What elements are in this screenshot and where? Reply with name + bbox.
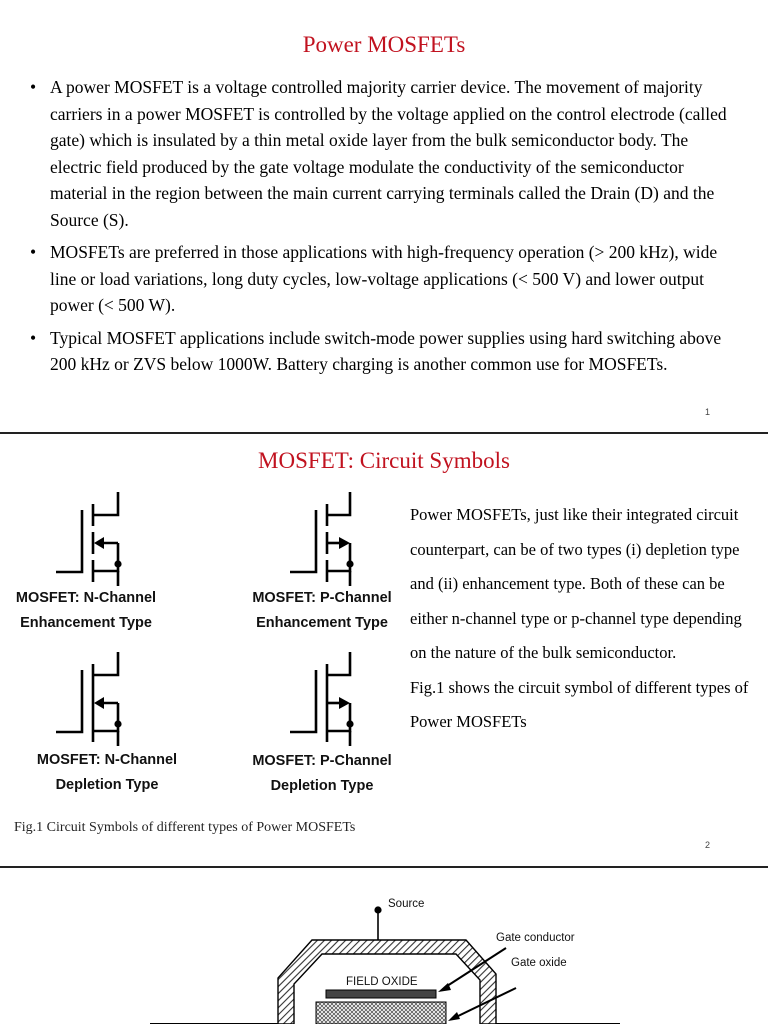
slide-3 (0, 868, 768, 1024)
page-number: 1 (704, 407, 710, 417)
symbol-label: MOSFET: P-Channel Enhancement Type (252, 590, 392, 631)
slide-1-title: Power MOSFETs (302, 32, 466, 57)
bullet-dot: • (30, 77, 37, 97)
bullet-dot: • (30, 242, 37, 262)
slide-2-title: MOSFET: Circuit Symbols (258, 448, 510, 473)
circuit-symbols-figure (8, 488, 400, 808)
page-number: 2 (704, 840, 710, 850)
label-gate-conductor: Gate conductor (496, 932, 575, 944)
slide-1 (0, 0, 768, 432)
n-channel-enhancement-symbol (56, 492, 118, 586)
figure-caption: Fig.1 Circuit Symbols of different types of Power MOSFETs (14, 820, 356, 835)
label-field-oxide: FIELD OXIDE (346, 976, 418, 988)
label-source: Source (388, 898, 425, 910)
symbol-label: MOSFET: P-Channel Depletion Type (252, 753, 392, 794)
bullet-dot: • (30, 327, 37, 348)
symbol-label: MOSFET: N-Channel Enhancement Type (15, 590, 157, 631)
bullet-item: • Typical MOSFET applications include switch-mode power supplies using hard switching above 200 kHz or ZVS below 1000W. Battery charging is another common use for MOSFETs. (30, 325, 730, 378)
gate-conductor (326, 990, 436, 998)
slide-2-description: Power MOSFETs, just like their integrated circuit counterpart, can be of two types (i) depletion type and (ii) enhancement type. Both of these can be either n-channel type or p-channel type depending on the nature of the bulk semiconductor. Fig.1 shows the circuit symbol of different types of Power MOSFETs (410, 505, 749, 731)
mosfet-structure-diagram (0, 868, 768, 1024)
label-gate-oxide: Gate oxide (511, 957, 567, 969)
bullet-item: • A power MOSFET is a voltage controlled majority carrier device. The movement of majority carriers in a power MOSFET is controlled by the voltage applied on the control electrode (called gate) which is insulated by a thin metal oxide layer from the bulk semiconductor body. The electric field produced by the gate voltage modulate the conductivity of the semiconductor material in the region between the main current carrying terminals called the Drain (D) and the Source (S). (30, 74, 730, 233)
n-channel-depletion-symbol (56, 652, 118, 746)
gate-oxide (316, 1002, 446, 1024)
slide-2 (0, 434, 768, 866)
bullet-list (30, 74, 730, 384)
symbol-label: MOSFET: N-Channel Depletion Type (36, 752, 178, 793)
bullet-item: • MOSFETs are preferred in those applications with high-frequency operation (> 200 kHz), wide line or load variations, long duty cycles, low-voltage applications (< 500 V) and lower output power (< 500 W). (30, 239, 730, 319)
